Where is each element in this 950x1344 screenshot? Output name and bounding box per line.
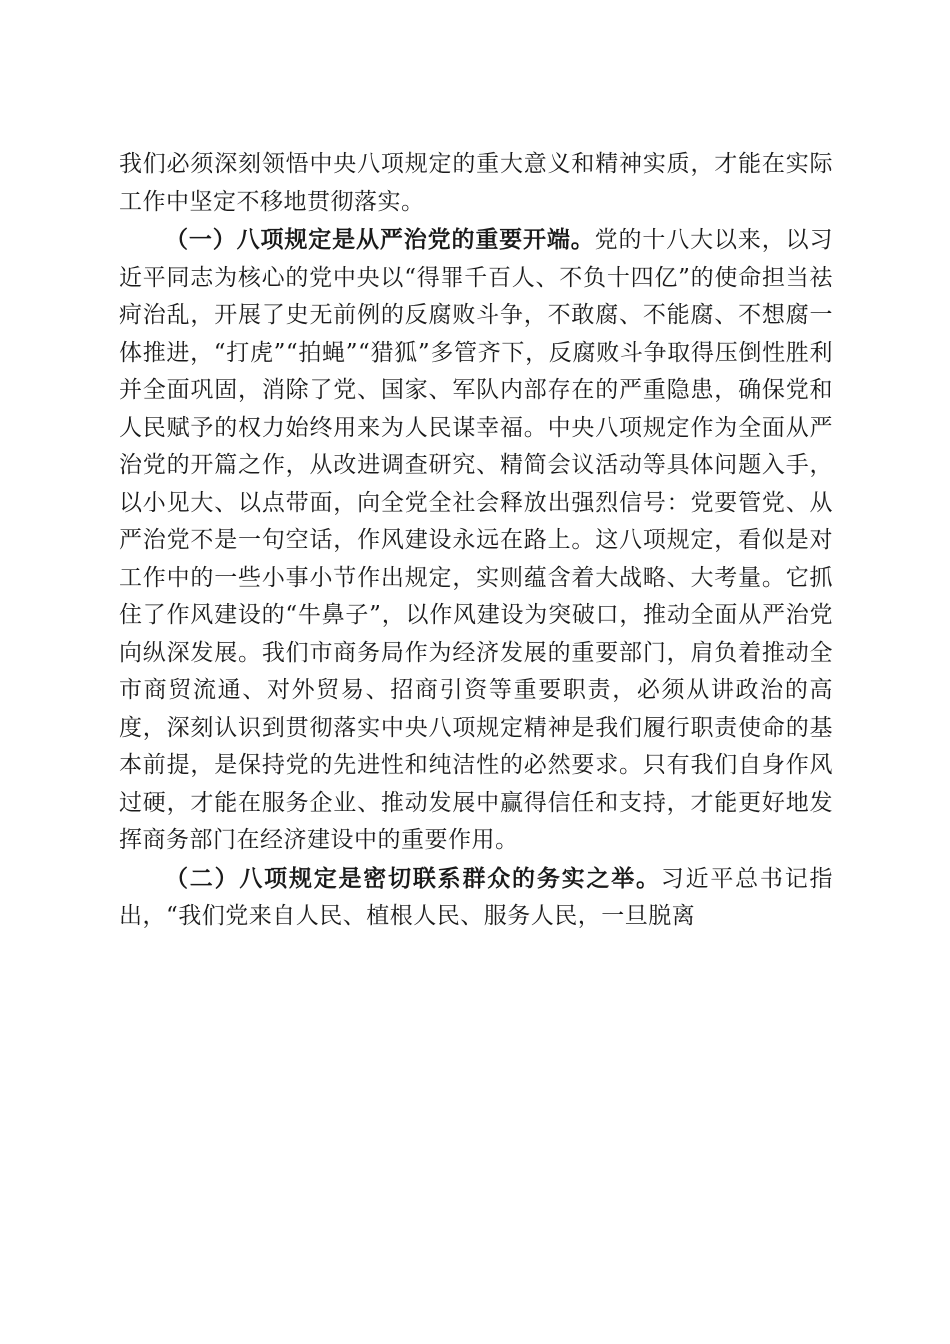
paragraph-intro [119,145,833,221]
paragraph-text: 我们必须深刻领悟中央八项规定的重大意义和精神实质，才能在实际工作中坚定不移地贯彻落实。 [119,151,833,215]
document-body [119,145,833,936]
paragraph-section-1 [119,221,833,860]
paragraph-section-2 [119,860,833,936]
paragraph-lead: （二）八项规定是密切联系群众的务实之举。 [165,864,661,892]
paragraph-lead: （一）八项规定是从严治党的重要开端。 [165,226,595,253]
paragraph-text: 习近平总书记指出，“我们党来自人民、植根人民、服务人民，一旦脱离 [119,865,834,929]
paragraph-text: 党的十八大以来，以习近平同志为核心的党中央以“得罪千百人、不负十四亿”的使命担当祛疴治乱，开展了史无前例的反腐败斗争，不敢腐、不能腐、不想腐一体推进，“打虎”“拍蝇”“猎狐”多管齐下，反腐败斗争取得压倒性胜利并全面巩固，消除了党、国家、军队内部存在的严重隐患，确保党和人民赋予的权力始终用来为人民谋幸福。中央八项规定作为全面从严治党的开篇之作，从改进调查研究、精简会议活动等具体问题入手，以小见大、以点带面，向全党全社会释放出强烈信号：党要管党、从严治党不是一句空话，作风建设永远在路上。这八项规定，看似是对工作中的一些小事小节作出规定，实则蕴含着大战略、大考量。它抓住了作风建设的“牛鼻子”，以作风建设为突破口，推动全面从严治党向纵深发展。我们市商务局作为经济发展的重要部门，肩负着推动全市商贸流通、对外贸易、招商引资等重要职责，必须从讲政治的高度，深刻认识到贯彻落实中央八项规定精神是我们履行职责使命的基本前提，是保持党的先进性和纯洁性的必然要求。只有我们自身作风过硬，才能在服务企业、推动发展中赢得信任和支持，才能更好地发挥商务部门在经济建设中的重要作用。 [119,227,834,853]
